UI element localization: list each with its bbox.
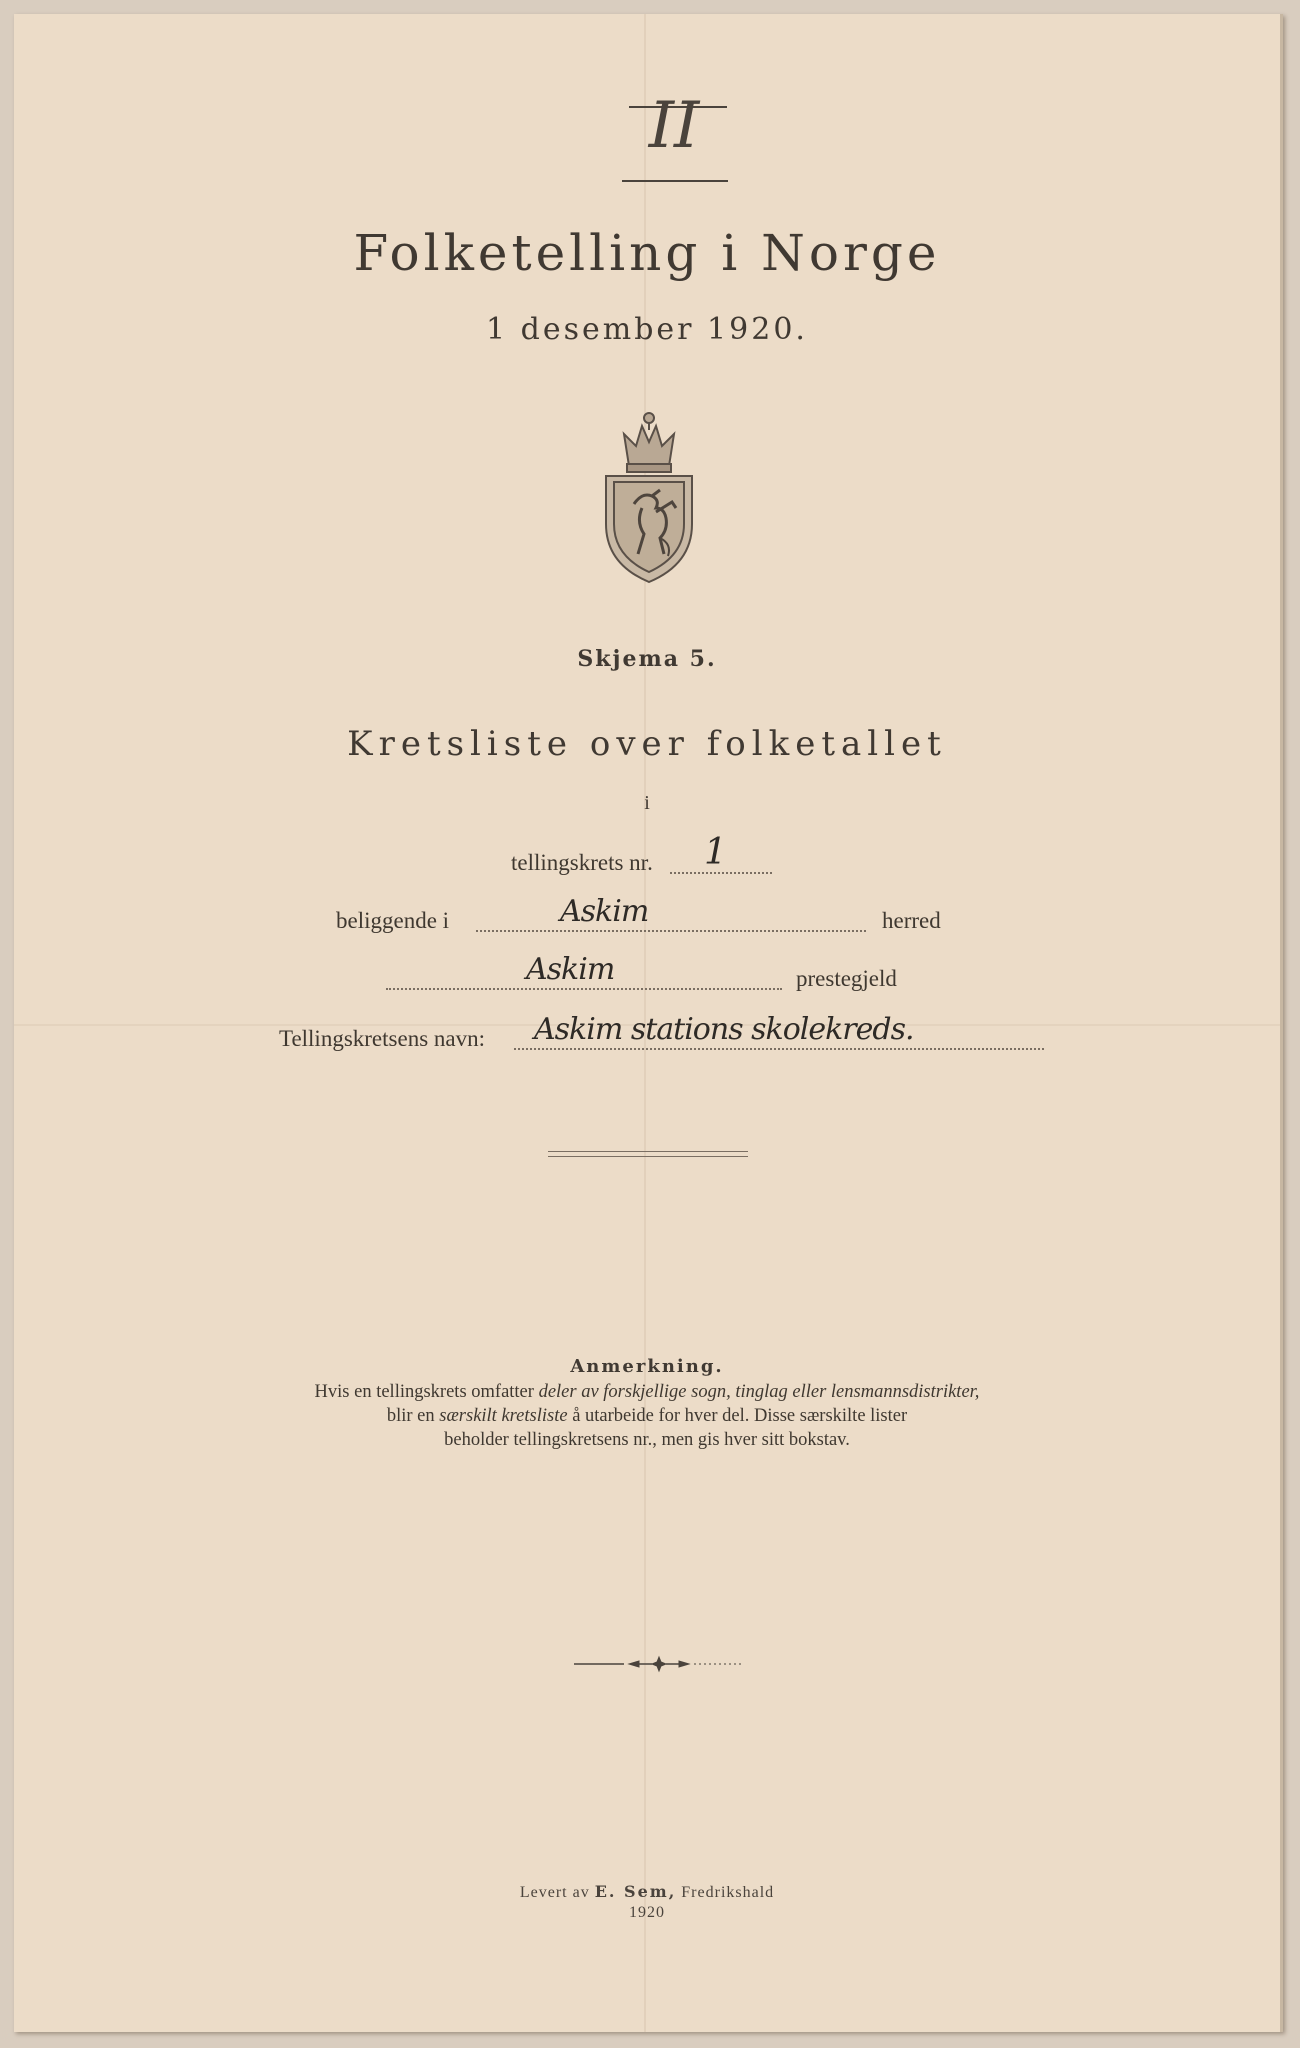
municipality-value: Askim (560, 894, 649, 929)
district-name-value: Askim stations skolekreds. (534, 1012, 914, 1047)
note-line-2-plain-b: å utarbeide for hver del. Disse særskilte lister (567, 1406, 908, 1426)
schema-label: Skjema 5. (577, 646, 717, 672)
printer-name: E. Sem, (594, 1882, 677, 1901)
divider-line-bottom (548, 1156, 748, 1157)
printer-city: Fredrikshald (676, 1884, 775, 1901)
roman-numeral: II (648, 89, 700, 163)
divider-line-top (548, 1151, 748, 1152)
located-in-label: beliggende i (336, 908, 450, 933)
printer-line (14, 1882, 1280, 1902)
roman-numeral-bottom-stroke (622, 180, 728, 182)
district-number-label: tellingskrets nr. (511, 850, 653, 875)
page-title: Folketelling i Norge (353, 224, 941, 282)
municipality-suffix: herred (882, 908, 941, 933)
municipality-line (476, 930, 866, 932)
ornament-divider-icon (574, 1654, 744, 1674)
form-heading: Kretsliste over folketallet (347, 724, 947, 764)
district-name-line (514, 1048, 1044, 1050)
parish-value: Askim (526, 952, 615, 987)
note-line-1-italic: deler av forskjellige sogn, tinglag eller lensmannsdistrikter, (538, 1382, 980, 1402)
note-line-3: beholder tellingskretsens nr., men gis hver sitt bokstav. (444, 1430, 850, 1450)
note-line-1 (14, 1382, 1280, 1403)
connector-i: i (644, 792, 650, 814)
note-line-1-plain: Hvis en tellingskrets omfatter (314, 1382, 539, 1402)
parish-line (386, 988, 782, 990)
census-date: 1 desember 1920. (486, 312, 808, 347)
printer-prefix: Levert av (519, 1884, 595, 1901)
district-number-value: 1 (704, 832, 726, 873)
note-line-2 (14, 1406, 1280, 1427)
census-form-page (14, 14, 1283, 2032)
note-line-2-italic: særskilt kretsliste (439, 1406, 568, 1426)
norwegian-coat-of-arms-icon (594, 404, 704, 584)
printer-year: 1920 (629, 1904, 665, 1921)
note-title: Anmerkning. (570, 1356, 724, 1377)
district-name-label: Tellingskretsens navn: (279, 1026, 485, 1051)
note-line-2-plain-a: blir en (386, 1406, 440, 1426)
parish-suffix: prestegjeld (796, 966, 897, 991)
